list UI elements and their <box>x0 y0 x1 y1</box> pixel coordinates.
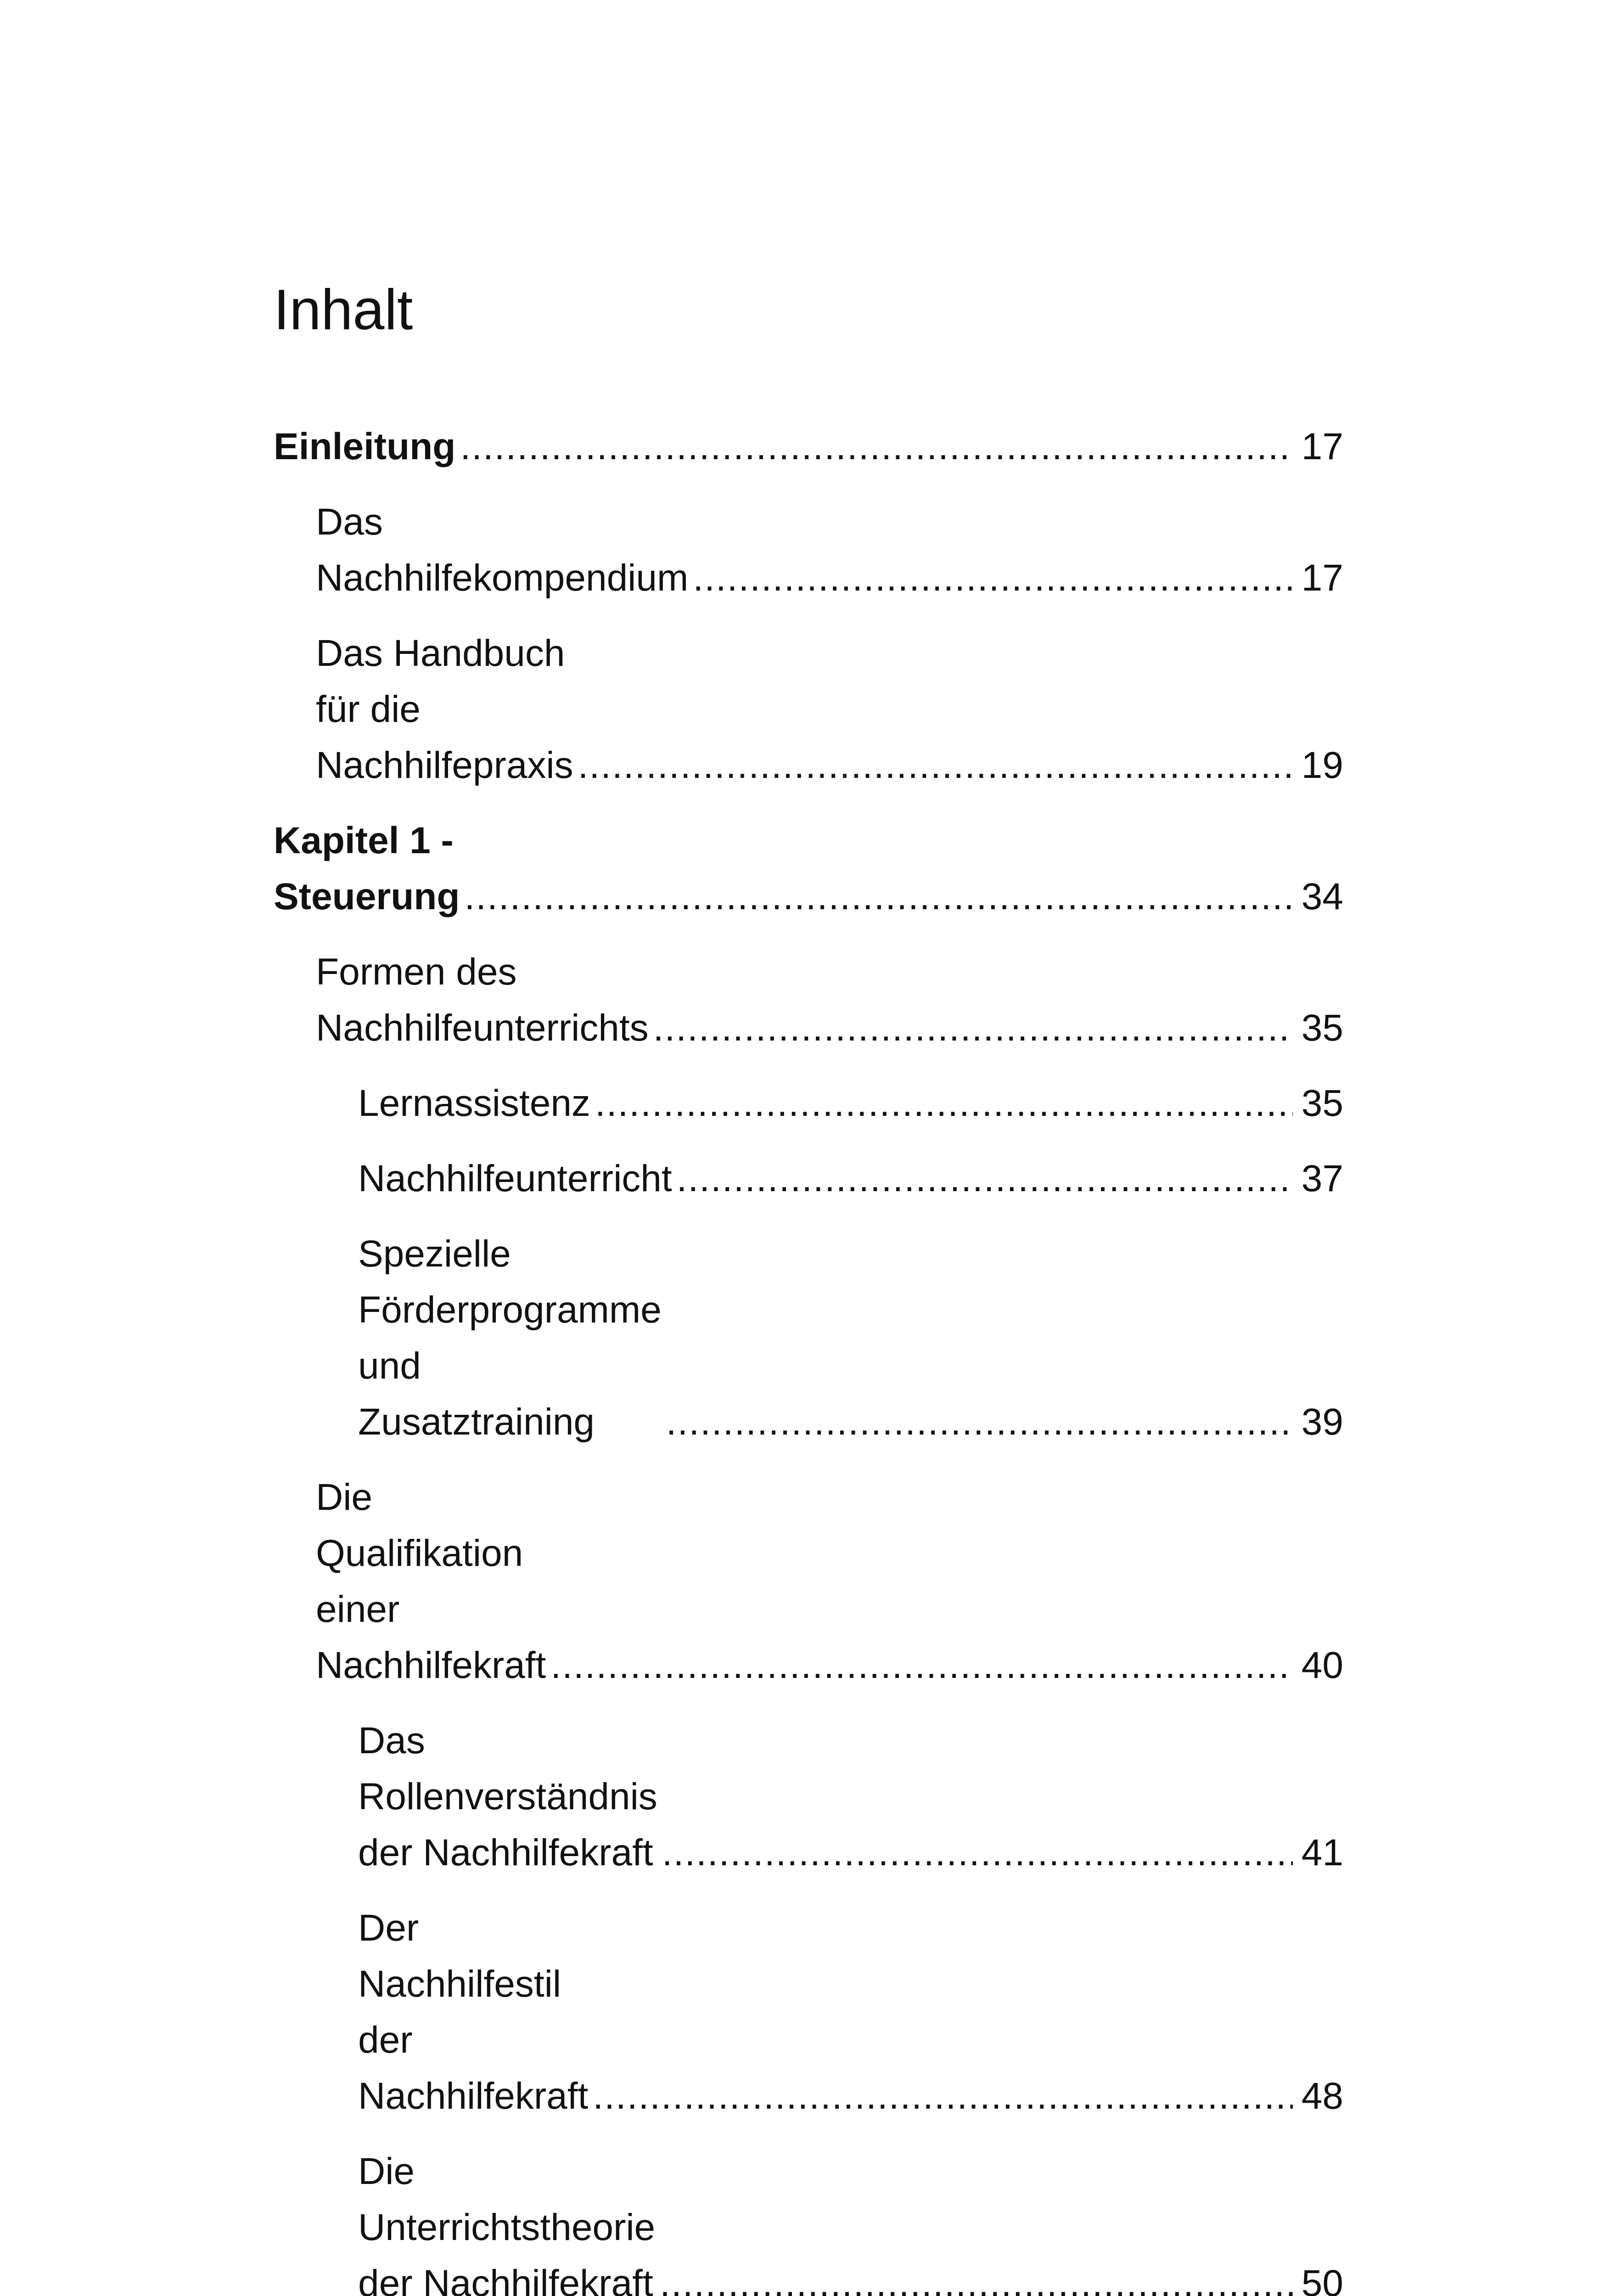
toc-page-number: 48 <box>1301 2075 1343 2117</box>
toc-page-number: 50 <box>1301 2262 1343 2296</box>
toc-entry-title: Die Qualifikation einer Nachhilfekraft <box>316 1476 546 1686</box>
toc-entry-title: Formen des Nachhilfeunterrichts <box>316 951 649 1049</box>
toc-page-number: 34 <box>1301 876 1343 917</box>
toc-entry-title: Spezielle Förderprogramme und Zusatztraining <box>358 1233 662 1443</box>
dot-leader <box>460 419 1293 475</box>
toc-page-number: 17 <box>1301 557 1343 599</box>
toc-entry[interactable] <box>274 1151 1343 1207</box>
dot-leader <box>677 1151 1293 1207</box>
toc-entry-title: Lernassistenz <box>358 1082 590 1124</box>
toc-entry[interactable] <box>274 813 1343 925</box>
dot-leader <box>464 869 1293 925</box>
toc-entry[interactable] <box>274 1900 1343 2124</box>
dot-leader <box>578 737 1293 793</box>
toc-entry[interactable] <box>274 1469 1343 1694</box>
dot-leader <box>595 1075 1293 1131</box>
dot-leader <box>653 1000 1293 1056</box>
toc-entry-title: Das Handbuch für die Nachhilfepraxis <box>316 632 573 786</box>
dot-leader <box>662 1825 1293 1881</box>
toc-entry[interactable] <box>274 1713 1343 1881</box>
dot-leader <box>693 550 1293 606</box>
toc-entry-title: Kapitel 1 - Steuerung <box>274 820 460 917</box>
toc-entry-title: Einleitung <box>274 426 456 467</box>
toc-page-number: 39 <box>1301 1401 1343 1443</box>
toc-page-number: 19 <box>1301 744 1343 786</box>
toc-entry-title: Das Nachhilfekompendium <box>316 501 689 599</box>
toc-entry[interactable] <box>274 625 1343 793</box>
toc-page-number: 41 <box>1301 1832 1343 1874</box>
toc-entry[interactable] <box>274 1226 1343 1450</box>
toc-page-number: 37 <box>1301 1158 1343 1199</box>
dot-leader <box>666 1394 1293 1450</box>
toc-entry-title: Der Nachhilfestil der Nachhilfekraft <box>358 1907 589 2117</box>
toc-entry-title: Die Unterrichtstheorie der Nachhilfekraft <box>358 2150 656 2296</box>
dot-leader <box>593 2068 1293 2124</box>
toc-page-number: 35 <box>1301 1082 1343 1124</box>
dot-leader <box>660 2256 1293 2296</box>
toc-page-number: 17 <box>1301 426 1343 467</box>
toc-page-number: 40 <box>1301 1644 1343 1686</box>
toc-page-number: 35 <box>1301 1007 1343 1049</box>
dot-leader <box>550 1638 1293 1694</box>
toc-entry-title: Das Rollenverständnis der Nachhilfekraft <box>358 1720 657 1874</box>
toc-entry[interactable] <box>274 419 1343 475</box>
toc-entry-title: Nachhilfeunterricht <box>358 1158 672 1199</box>
toc-entry[interactable] <box>274 1075 1343 1131</box>
page-title: Inhalt <box>274 278 413 342</box>
toc-entry[interactable] <box>274 494 1343 606</box>
toc-entry[interactable] <box>274 2144 1343 2296</box>
table-of-contents <box>274 419 1343 2296</box>
toc-entry[interactable] <box>274 944 1343 1056</box>
